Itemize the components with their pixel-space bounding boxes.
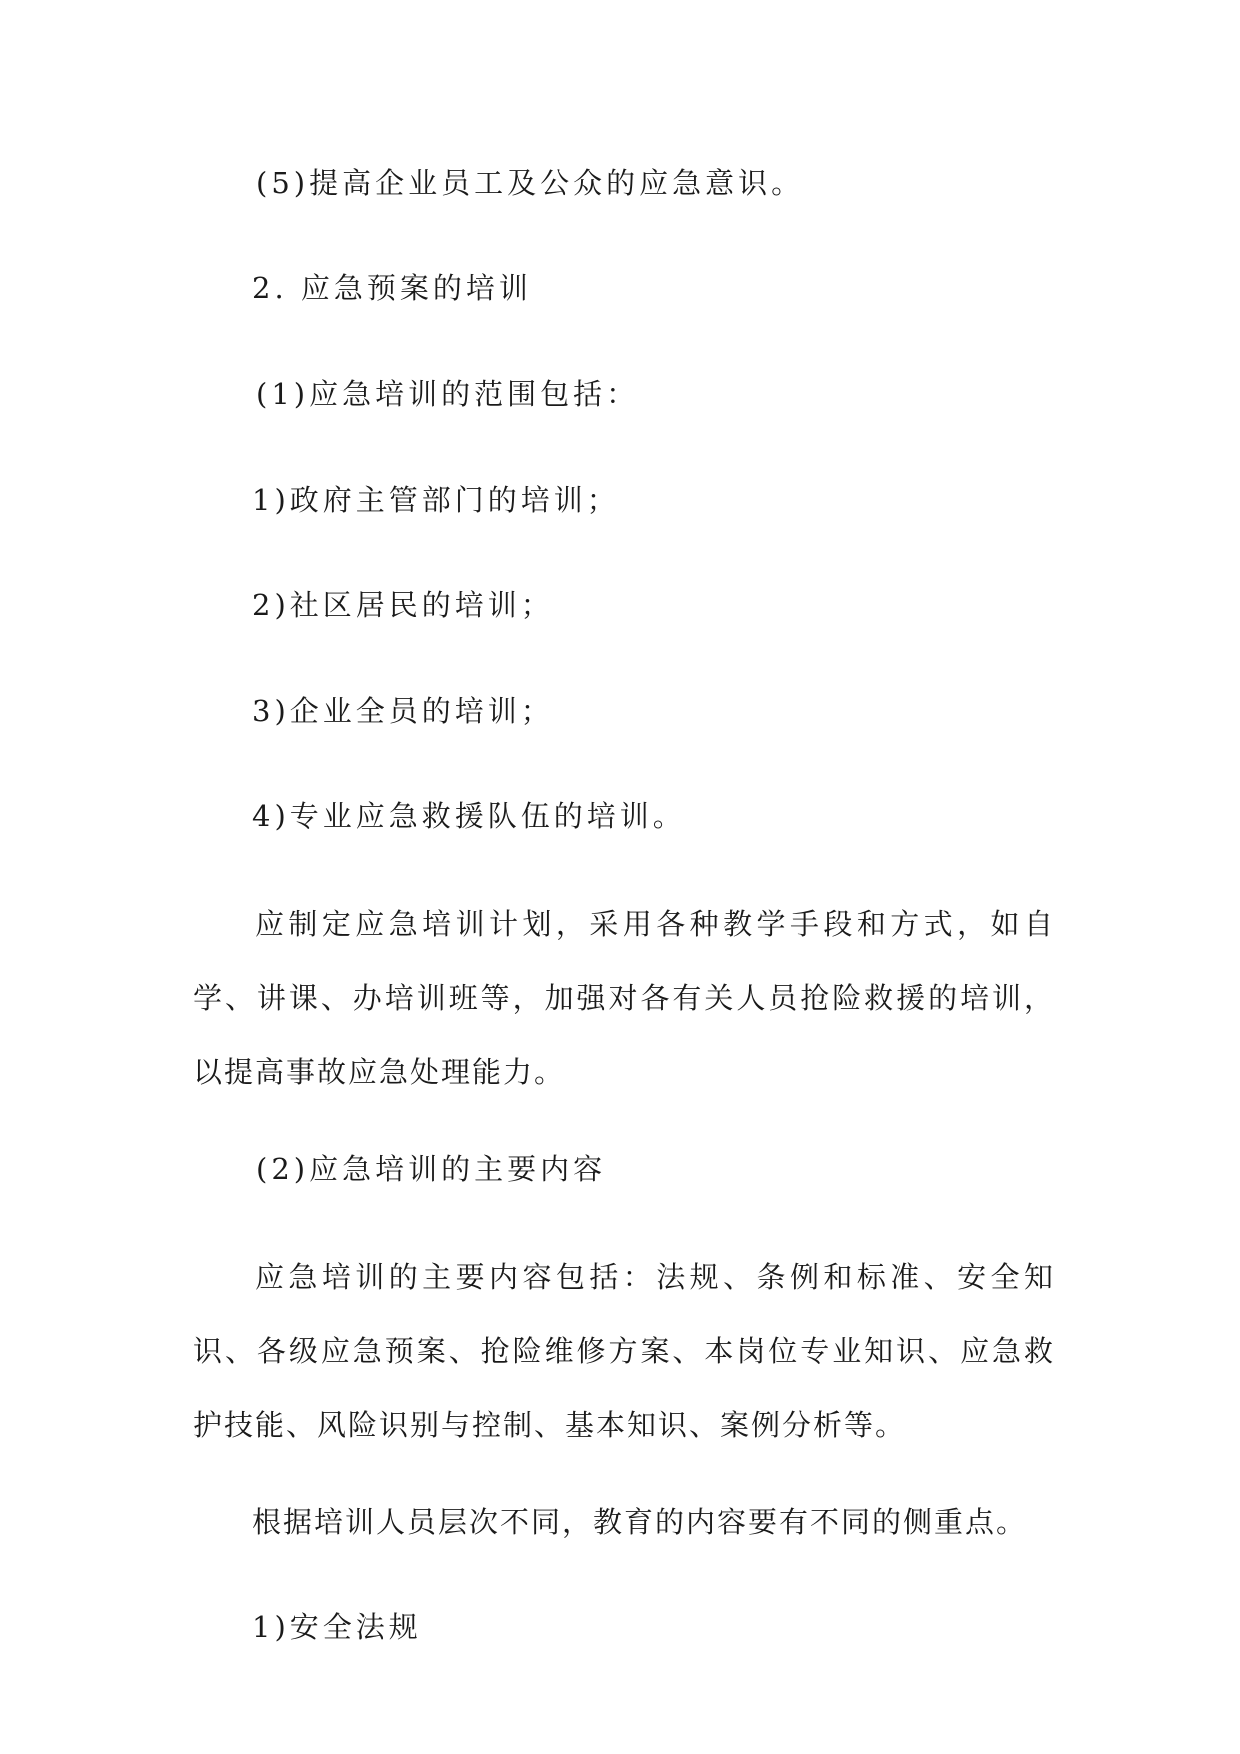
list-item-safety-regulations: 1)安全法规: [252, 1610, 422, 1644]
subsection-heading-content: (2)应急培训的主要内容: [256, 1152, 607, 1186]
paragraph-training-content: 应急培训的主要内容包括：法规、条例和标准、安全知识、各级应急预案、抢险维修方案、本岗位专业知识、应急救护技能、风险识别与控制、基本知识、案例分析等。: [193, 1260, 1055, 1442]
list-item-raise-awareness: (5)提高企业员工及公众的应急意识。: [256, 166, 805, 200]
list-item-rescue-team: 4)专业应急救援队伍的培训。: [252, 799, 686, 833]
paragraph-emphasis: 根据培训人员层次不同，教育的内容要有不同的侧重点。: [252, 1505, 1028, 1539]
list-item-community: 2)社区居民的培训；: [252, 588, 554, 622]
section-heading-training: 2. 应急预案的培训: [252, 271, 532, 305]
subsection-heading-scope: (1)应急培训的范围包括：: [256, 377, 640, 411]
paragraph-training-plan: 应制定应急培训计划，采用各种教学手段和方式，如自学、讲课、办培训班等，加强对各有关人员抢险救援的培训，以提高事故应急处理能力。: [193, 907, 1055, 1089]
list-item-enterprise: 3)企业全员的培训；: [252, 694, 554, 728]
list-item-government: 1)政府主管部门的培训；: [252, 483, 620, 517]
